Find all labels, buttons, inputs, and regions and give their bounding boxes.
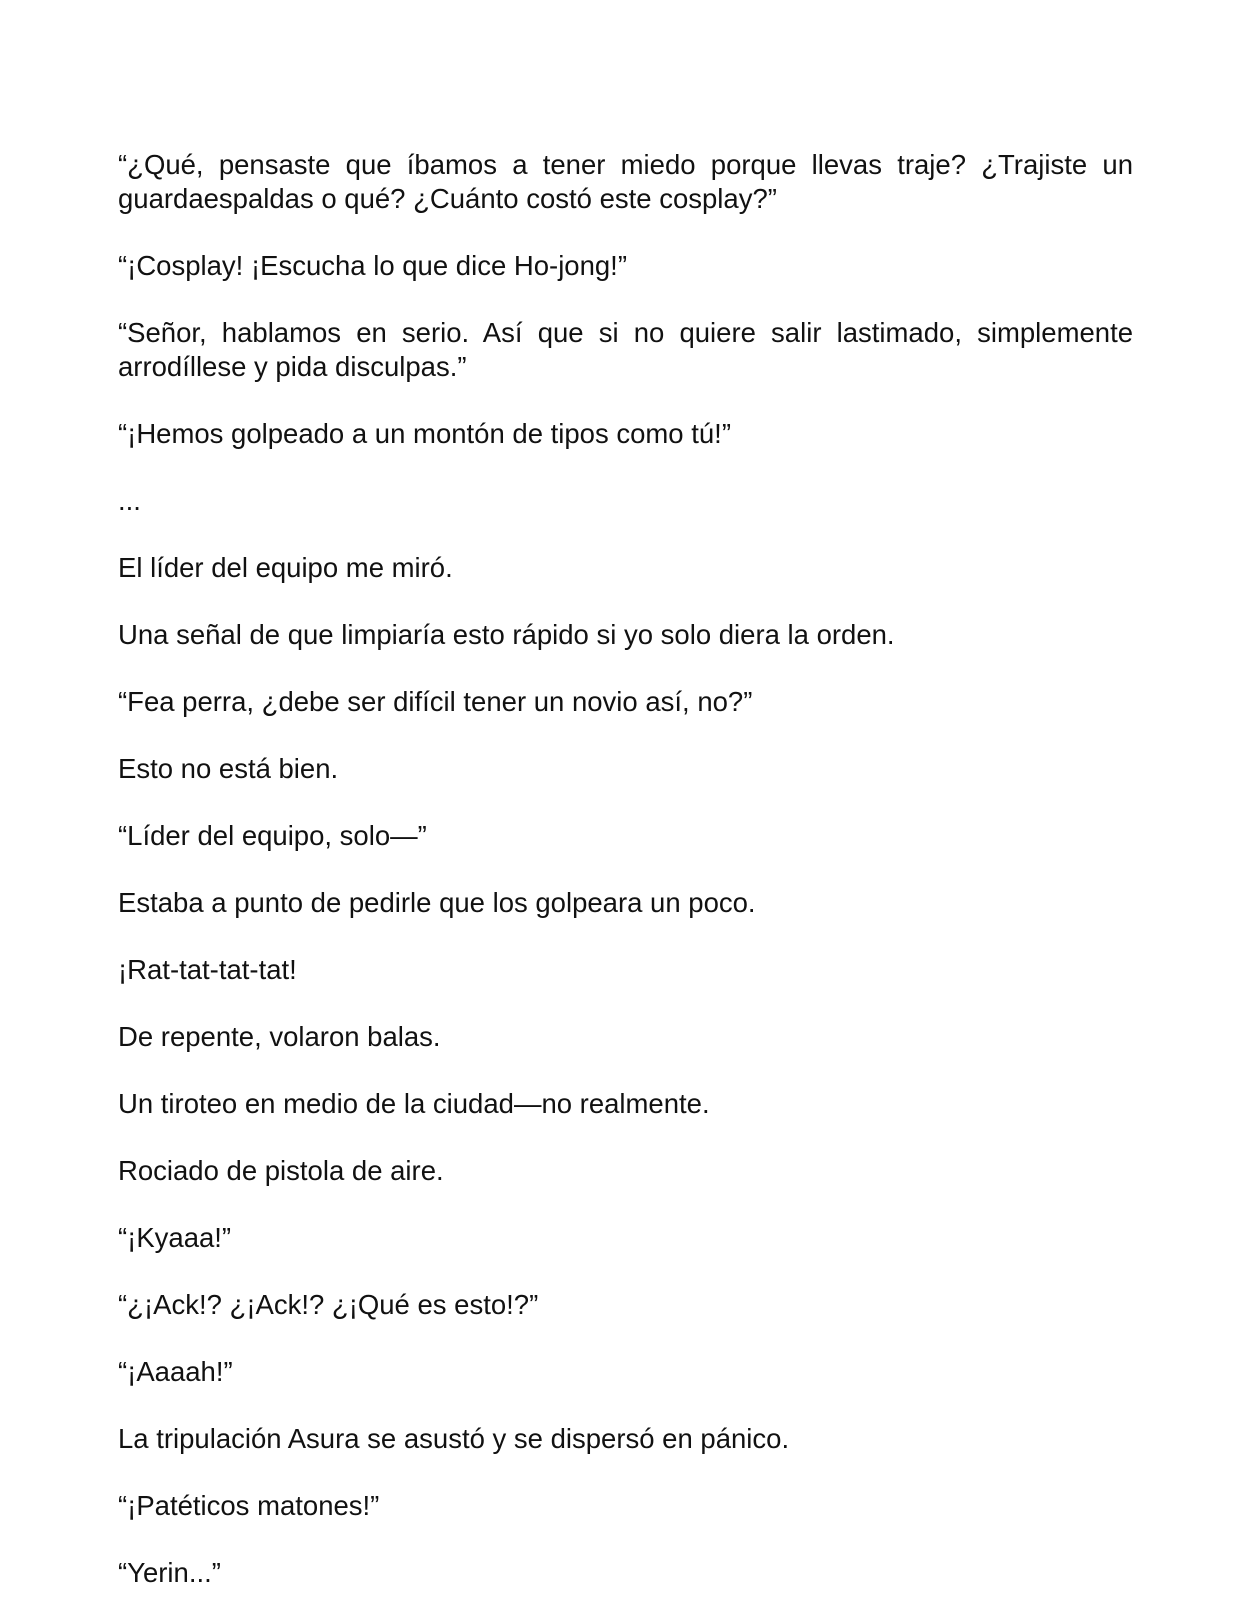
paragraph: “¿¡Ack!? ¿¡Ack!? ¿¡Qué es esto!?” (118, 1289, 539, 1320)
paragraph: Un tiroteo en medio de la ciudad—no realmente. (118, 1088, 710, 1119)
paragraph: Rociado de pistola de aire. (118, 1155, 444, 1186)
paragraph: “¡Kyaaa!” (118, 1222, 232, 1253)
paragraph: Esto no está bien. (118, 753, 339, 784)
document-body (118, 148, 1133, 1623)
paragraph: “¿Qué, pensaste que íbamos a tener miedo porque llevas traje? ¿Trajiste un guardaespaldas o qué? ¿Cuánto costó este cosplay?” (118, 149, 1133, 214)
paragraph: “Yerin...” (118, 1557, 221, 1588)
paragraph: Una señal de que limpiaría esto rápido si yo solo diera la orden. (118, 619, 895, 650)
paragraph: “¡Patéticos matones!” (118, 1490, 380, 1521)
paragraph: De repente, volaron balas. (118, 1021, 441, 1052)
paragraph: El líder del equipo me miró. (118, 552, 453, 583)
paragraph: “Fea perra, ¿debe ser difícil tener un novio así, no?” (118, 686, 753, 717)
paragraph: “¡Hemos golpeado a un montón de tipos como tú!” (118, 418, 731, 449)
paragraph: La tripulación Asura se asustó y se dispersó en pánico. (118, 1423, 790, 1454)
paragraph: “¡Cosplay! ¡Escucha lo que dice Ho-jong!” (118, 250, 627, 281)
paragraph: ¡Rat-tat-tat-tat! (118, 954, 297, 985)
paragraph: ... (118, 485, 141, 516)
paragraph: “¡Aaaah!” (118, 1356, 233, 1387)
paragraph: “Líder del equipo, solo—” (118, 820, 427, 851)
paragraph: “Señor, hablamos en serio. Así que si no quiere salir lastimado, simplemente arrodíllese y pida disculpas.” (118, 317, 1133, 382)
paragraph: Estaba a punto de pedirle que los golpeara un poco. (118, 887, 756, 918)
